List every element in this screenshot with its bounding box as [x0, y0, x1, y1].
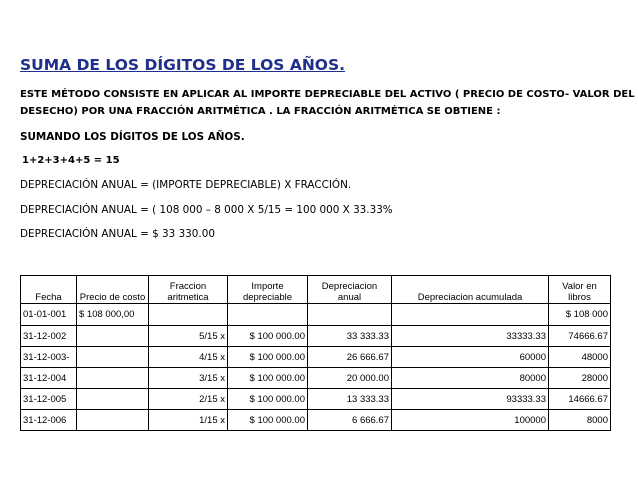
cell-precio: $ 108 000,00 — [77, 304, 149, 326]
cell-importe — [228, 304, 308, 326]
cell-valor: 14666.67 — [549, 389, 611, 410]
cell-anual: 26 666.67 — [308, 347, 392, 368]
cell-valor: 8000 — [549, 410, 611, 431]
cell-valor: 48000 — [549, 347, 611, 368]
cell-acumulada: 100000 — [392, 410, 549, 431]
cell-anual: 33 333.33 — [308, 326, 392, 347]
header-precio: Precio de costo — [77, 276, 149, 304]
table-row — [21, 389, 611, 410]
cell-fecha: 31-12-005 — [21, 389, 77, 410]
header-acumulada: Depreciacion acumulada — [392, 276, 549, 304]
table-row — [21, 368, 611, 389]
cell-precio — [77, 389, 149, 410]
cell-acumulada: 93333.33 — [392, 389, 549, 410]
cell-importe: $ 100 000.00 — [228, 368, 308, 389]
intro-line-2: DESECHO) POR UNA FRACCIÓN ARITMÉTICA . LA FRACCIÓN ARITMÉTICA SE OBTIENE : — [20, 106, 501, 117]
formula-line-1: DEPRECIACIÓN ANUAL = (IMPORTE DEPRECIABLE) X FRACCIÓN. — [20, 179, 352, 191]
depreciation-table — [20, 275, 611, 431]
intro-line-1: ESTE MÉTODO CONSISTE EN APLICAR AL IMPORTE DEPRECIABLE DEL ACTIVO ( PRECIO DE COSTO- VALOR DEL — [20, 89, 635, 100]
table-row — [21, 410, 611, 431]
cell-fecha: 31-12-006 — [21, 410, 77, 431]
cell-acumulada — [392, 304, 549, 326]
cell-importe: $ 100 000.00 — [228, 347, 308, 368]
cell-acumulada: 80000 — [392, 368, 549, 389]
cell-importe: $ 100 000.00 — [228, 389, 308, 410]
cell-fraccion: 3/15 x — [149, 368, 228, 389]
cell-fraccion: 4/15 x — [149, 347, 228, 368]
cell-fraccion: 2/15 x — [149, 389, 228, 410]
cell-fecha: 31-12-003- — [21, 347, 77, 368]
cell-valor: 74666.67 — [549, 326, 611, 347]
cell-fraccion — [149, 304, 228, 326]
cell-anual: 6 666.67 — [308, 410, 392, 431]
table-row — [21, 326, 611, 347]
cell-anual — [308, 304, 392, 326]
cell-acumulada: 60000 — [392, 347, 549, 368]
header-importe: Importe depreciable — [228, 276, 308, 304]
table-row — [21, 347, 611, 368]
cell-fecha: 31-12-004 — [21, 368, 77, 389]
cell-importe: $ 100 000.00 — [228, 410, 308, 431]
formula-line-2: DEPRECIACIÓN ANUAL = ( 108 000 – 8 000 X 5/15 = 100 000 X 33.33% — [20, 204, 393, 216]
cell-fraccion: 1/15 x — [149, 410, 228, 431]
formula-line-3: DEPRECIACIÓN ANUAL = $ 33 330.00 — [20, 228, 215, 240]
cell-valor: 28000 — [549, 368, 611, 389]
header-depreciacion: Depreciacion anual — [308, 276, 392, 304]
cell-fraccion: 5/15 x — [149, 326, 228, 347]
cell-precio — [77, 347, 149, 368]
header-fecha: Fecha — [21, 276, 77, 304]
cell-valor: $ 108 000 — [549, 304, 611, 326]
cell-anual: 20 000.00 — [308, 368, 392, 389]
page-title: SUMA DE LOS DÍGITOS DE LOS AÑOS. — [20, 56, 346, 74]
table-row — [21, 304, 611, 326]
cell-importe: $ 100 000.00 — [228, 326, 308, 347]
cell-anual: 13 333.33 — [308, 389, 392, 410]
cell-acumulada: 33333.33 — [392, 326, 549, 347]
cell-precio — [77, 368, 149, 389]
intro-line-3: SUMANDO LOS DÍGITOS DE LOS AÑOS. — [20, 131, 245, 143]
header-fraccion: Fraccion aritmetica — [149, 276, 228, 304]
header-valor: Valor en libros — [549, 276, 611, 304]
sum-formula: 1+2+3+4+5 = 15 — [22, 155, 120, 166]
table-header-row — [21, 276, 611, 304]
cell-precio — [77, 326, 149, 347]
cell-fecha: 31-12-002 — [21, 326, 77, 347]
cell-precio — [77, 410, 149, 431]
cell-fecha: 01-01-001 — [21, 304, 77, 326]
